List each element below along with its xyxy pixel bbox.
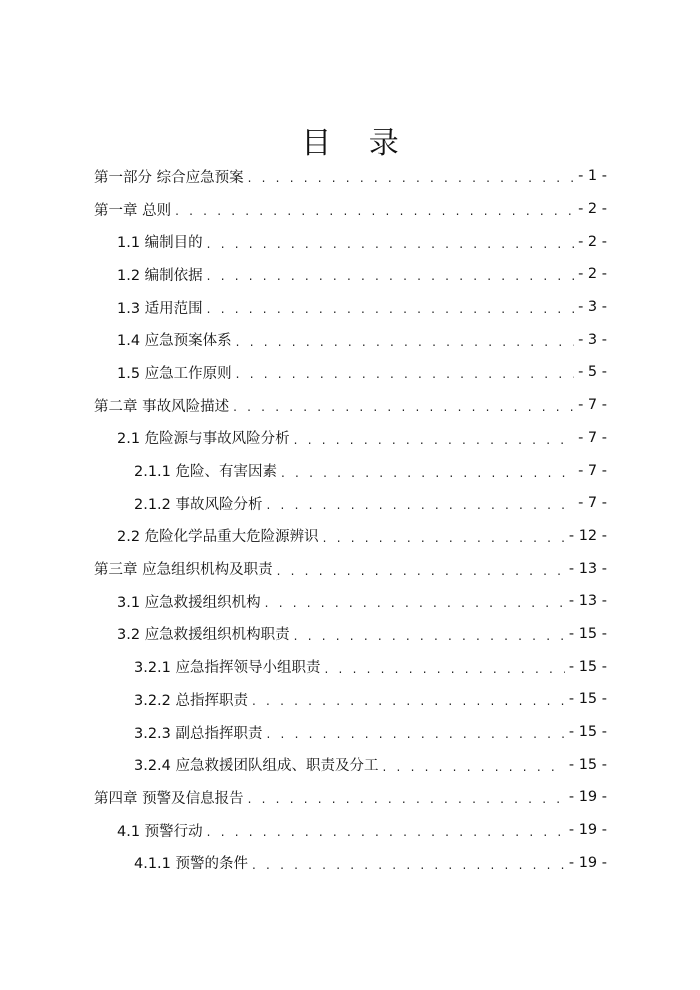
toc-entry[interactable] — [0, 683, 700, 716]
dot-leader — [294, 433, 574, 447]
toc-entry-page: - 1 - — [578, 168, 607, 185]
toc-entry-text: 1.5 应急工作原则 — [117, 365, 232, 382]
dot-leader — [207, 302, 574, 316]
dot-leader — [252, 858, 565, 872]
dot-leader — [233, 400, 574, 414]
toc-entry[interactable] — [0, 716, 700, 749]
toc-entry[interactable] — [0, 422, 700, 455]
dot-leader — [207, 269, 574, 283]
toc-entry-page: - 15 - — [568, 625, 607, 642]
toc-entry[interactable] — [0, 225, 700, 258]
toc-entry[interactable] — [0, 323, 700, 356]
toc-entry-page: - 19 - — [568, 854, 607, 871]
toc-entry-text: 第三章 应急组织机构及职责 — [94, 562, 273, 579]
toc-entry-page: - 15 - — [568, 658, 607, 675]
toc-entry-text: 3.2.1 应急指挥领导小组职责 — [134, 660, 321, 677]
dot-leader — [207, 825, 565, 839]
table-of-contents — [0, 160, 700, 879]
toc-entry[interactable] — [0, 781, 700, 814]
toc-entry[interactable] — [0, 520, 700, 553]
toc-entry-text: 1.2 编制依据 — [117, 267, 203, 284]
toc-entry-page: - 15 - — [568, 691, 607, 708]
toc-entry-text: 第一部分 综合应急预案 — [94, 169, 244, 186]
toc-entry-text: 2.1.1 危险、有害因素 — [134, 464, 278, 481]
dot-leader — [325, 662, 565, 676]
dot-leader — [267, 498, 575, 512]
toc-entry-page: - 7 - — [578, 397, 607, 414]
toc-entry-text: 1.3 适用范围 — [117, 300, 203, 317]
toc-entry-text: 2.1 危险源与事故风险分析 — [117, 431, 290, 448]
toc-entry-page: - 15 - — [568, 724, 607, 741]
toc-entry[interactable] — [0, 356, 700, 389]
toc-entry-text: 2.2 危险化学品重大危险源辨识 — [117, 529, 319, 546]
toc-entry[interactable] — [0, 258, 700, 291]
dot-leader — [236, 335, 574, 349]
dot-leader — [383, 760, 565, 774]
toc-entry-page: - 2 - — [578, 233, 607, 250]
toc-entry-page: - 5 - — [578, 364, 607, 381]
toc-entry[interactable] — [0, 650, 700, 683]
toc-entry-page: - 2 - — [578, 266, 607, 283]
toc-entry-page: - 3 - — [578, 331, 607, 348]
toc-entry[interactable] — [0, 814, 700, 847]
toc-title: 目 录 — [301, 126, 413, 161]
toc-entry[interactable] — [0, 389, 700, 422]
toc-entry[interactable] — [0, 618, 700, 651]
toc-entry-page: - 12 - — [568, 527, 607, 544]
toc-entry[interactable] — [0, 748, 700, 781]
dot-leader — [175, 204, 574, 218]
toc-entry[interactable] — [0, 846, 700, 879]
toc-entry[interactable] — [0, 552, 700, 585]
toc-entry-text: 3.1 应急救援组织机构 — [117, 594, 261, 611]
dot-leader — [265, 596, 565, 610]
toc-entry-page: - 7 - — [578, 429, 607, 446]
toc-entry-page: - 15 - — [568, 756, 607, 773]
toc-entry-text: 4.1 预警行动 — [117, 823, 203, 840]
dot-leader — [267, 727, 565, 741]
dot-leader — [294, 629, 565, 643]
toc-entry-text: 1.4 应急预案体系 — [117, 333, 232, 350]
toc-entry-text: 2.1.2 事故风险分析 — [134, 496, 263, 513]
toc-entry-page: - 19 - — [568, 789, 607, 806]
toc-entry[interactable] — [0, 193, 700, 226]
toc-entry-text: 3.2.2 总指挥职责 — [134, 692, 249, 709]
toc-entry[interactable] — [0, 454, 700, 487]
toc-entry-page: - 13 - — [568, 560, 607, 577]
toc-entry-page: - 19 - — [568, 822, 607, 839]
toc-entry-text: 第一章 总则 — [94, 202, 172, 219]
dot-leader — [207, 237, 574, 251]
toc-entry-text: 第四章 预警及信息报告 — [94, 790, 244, 807]
toc-entry-page: - 3 - — [578, 299, 607, 316]
toc-entry[interactable] — [0, 585, 700, 618]
dot-leader — [277, 564, 565, 578]
toc-entry-text: 1.1 编制目的 — [117, 235, 203, 252]
dot-leader — [323, 531, 565, 545]
toc-entry[interactable] — [0, 487, 700, 520]
dot-leader — [248, 171, 574, 185]
dot-leader — [248, 792, 565, 806]
toc-entry-page: - 13 - — [568, 593, 607, 610]
dot-leader — [281, 466, 574, 480]
toc-entry-text: 3.2.4 应急救援团队组成、职责及分工 — [134, 758, 379, 775]
toc-entry[interactable] — [0, 160, 700, 193]
dot-leader — [236, 367, 574, 381]
toc-entry[interactable] — [0, 291, 700, 324]
toc-entry-page: - 2 - — [578, 201, 607, 218]
dot-leader — [252, 694, 565, 708]
toc-entry-page: - 7 - — [578, 495, 607, 512]
toc-entry-text: 4.1.1 预警的条件 — [134, 856, 249, 873]
toc-entry-page: - 7 - — [578, 462, 607, 479]
toc-entry-text: 3.2 应急救援组织机构职责 — [117, 627, 290, 644]
toc-entry-text: 3.2.3 副总指挥职责 — [134, 725, 263, 742]
toc-entry-text: 第二章 事故风险描述 — [94, 398, 230, 415]
